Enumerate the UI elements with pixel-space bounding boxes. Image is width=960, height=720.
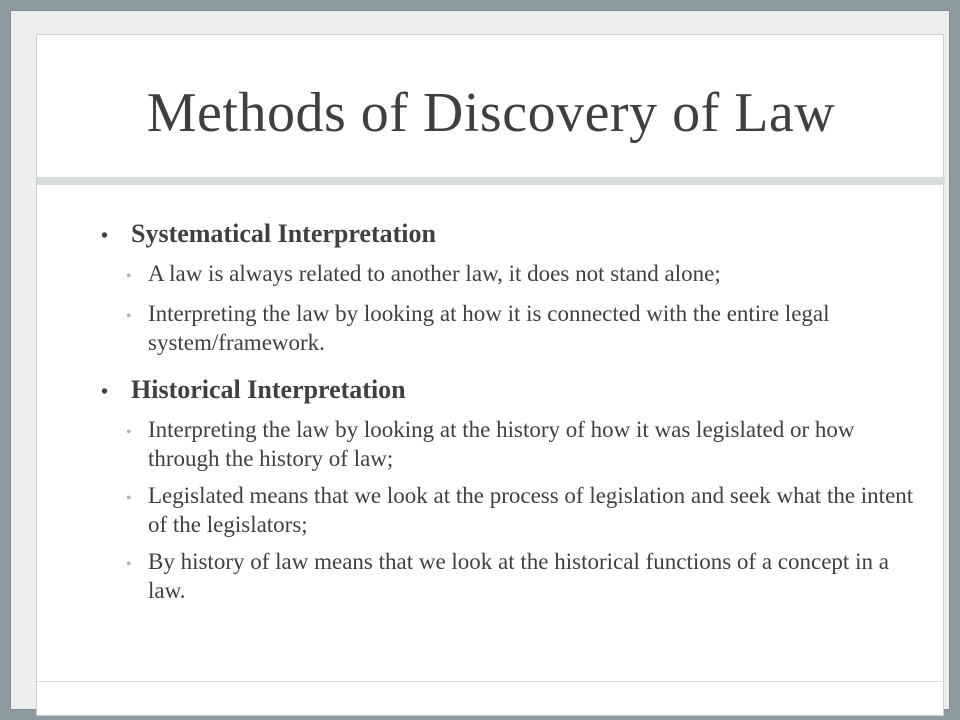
section-heading-row [101, 373, 921, 409]
list-item-text: Interpreting the law by looking at the history of how it was legislated or how through the history of law; [148, 417, 855, 471]
section-heading-row [101, 217, 921, 253]
sub-bullet-icon: • [126, 268, 132, 285]
section-systematical [101, 217, 921, 357]
list-item [101, 481, 921, 539]
list-item-text: A law is always related to another law, it does not stand alone; [148, 261, 721, 286]
footer-divider [37, 681, 945, 682]
list-item-text: Interpreting the law by looking at how it is connected with the entire legal system/framework. [148, 301, 830, 355]
section-historical [101, 373, 921, 605]
section-heading: Systematical Interpretation [131, 219, 436, 248]
sub-bullet-list [101, 259, 921, 357]
sub-bullet-icon: • [126, 424, 132, 441]
sub-bullet-icon: • [126, 490, 132, 507]
list-item-text: Legislated means that we look at the process of legislation and seek what the intent of the legislators; [148, 483, 914, 537]
title-divider [37, 177, 945, 185]
bullet-icon: • [101, 381, 109, 403]
slide-title: Methods of Discovery of Law [146, 82, 836, 144]
slide-frame [10, 10, 950, 710]
sub-bullet-list [101, 415, 921, 605]
slide-content [101, 217, 921, 621]
list-item [101, 299, 921, 357]
section-heading: Historical Interpretation [131, 375, 406, 404]
list-item [101, 415, 921, 473]
sub-bullet-icon: • [126, 308, 132, 325]
list-item [101, 259, 921, 291]
list-item-text: By history of law means that we look at the historical functions of a concept in a law. [148, 549, 889, 603]
list-item [101, 547, 921, 605]
sub-bullet-icon: • [126, 556, 132, 573]
bullet-icon: • [101, 225, 109, 247]
slide [36, 34, 944, 716]
